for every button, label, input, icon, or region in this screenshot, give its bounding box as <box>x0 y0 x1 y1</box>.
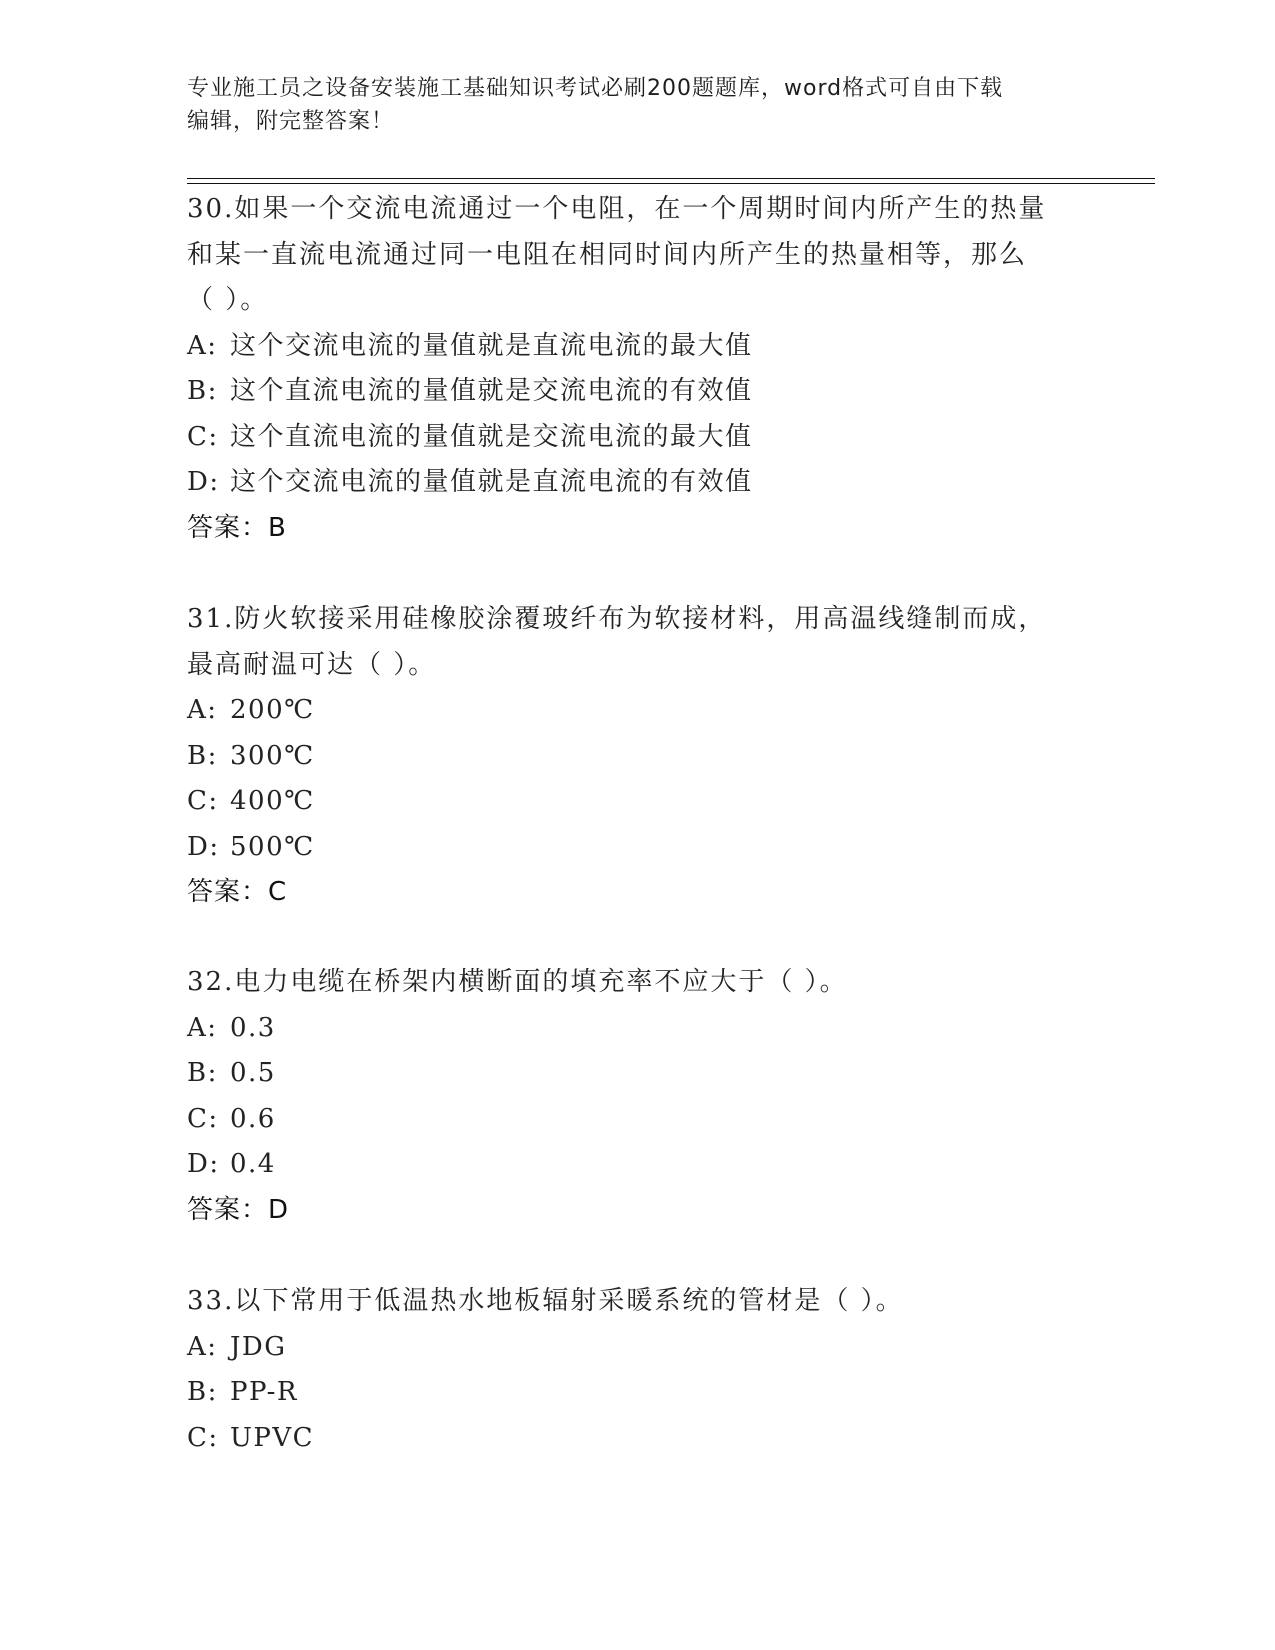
option-a <box>187 688 1087 734</box>
option-a <box>187 1325 1087 1371</box>
question-stem-line: 32.电力电缆在桥架内横断面的填充率不应大于（ ）。 <box>187 967 848 997</box>
question-stem-line: 最高耐温可达（ ）。 <box>187 649 437 680</box>
option-key: A: <box>187 695 218 725</box>
header-line-2: 编辑，附完整答案！ <box>187 109 395 134</box>
option-key: C: <box>187 1422 219 1453</box>
option-key: A: <box>187 1331 218 1362</box>
question-32 <box>187 960 1087 1233</box>
option-text: 这个交流电流的量值就是直流电流的最大值 <box>230 330 753 361</box>
option-text: 400℃ <box>230 786 315 816</box>
question-stem-line: 和某一直流电流通过同一电阻在相同时间内所产生的热量相等，那么 <box>187 239 1028 270</box>
option-d <box>187 1142 1087 1188</box>
option-text: 0.5 <box>230 1058 276 1088</box>
option-c <box>187 415 1087 461</box>
option-b <box>187 734 1087 780</box>
option-key: A: <box>187 330 218 361</box>
option-key: B: <box>187 1377 218 1407</box>
option-text: 500℃ <box>230 831 315 862</box>
answer-label: 答案：D <box>187 1194 290 1225</box>
question-stem-line: （ ）。 <box>187 285 269 315</box>
option-text: 这个交流电流的量值就是直流电流的有效值 <box>230 467 753 497</box>
option-key: B: <box>187 1058 218 1088</box>
option-text: 这个直流电流的量值就是交流电流的最大值 <box>230 421 753 452</box>
option-key: B: <box>187 740 218 771</box>
option-text: 0.6 <box>230 1103 276 1134</box>
option-key: D: <box>187 1149 220 1179</box>
option-key: C: <box>187 421 219 452</box>
option-text: JDG <box>230 1331 287 1362</box>
option-key: C: <box>187 786 219 816</box>
answer-label: 答案：C <box>187 877 288 907</box>
option-b <box>187 1370 1087 1416</box>
header-divider-top <box>187 178 1155 179</box>
option-b <box>187 1051 1087 1097</box>
option-c <box>187 1416 1087 1462</box>
question-31 <box>187 597 1087 916</box>
question-stem-line: 31.防火软接采用硅橡胶涂覆玻纤布为软接材料，用高温线缝制而成， <box>187 604 1047 634</box>
option-b <box>187 369 1087 415</box>
option-text: 这个直流电流的量值就是交流电流的有效值 <box>230 376 753 406</box>
question-stem-line: 33.以下常用于低温热水地板辐射采暖系统的管材是（ ）。 <box>187 1286 904 1316</box>
question-33 <box>187 1279 1087 1461</box>
option-text: 300℃ <box>230 740 315 771</box>
option-text: 0.3 <box>230 1012 276 1043</box>
header-line-1: 专业施工员之设备安装施工基础知识考试必刷200题题库，word格式可自由下载 <box>187 76 1004 101</box>
option-key: D: <box>187 831 220 862</box>
question-30 <box>187 187 1087 551</box>
option-text: 200℃ <box>230 695 315 725</box>
option-a <box>187 1006 1087 1052</box>
option-text: 0.4 <box>230 1149 276 1179</box>
option-c <box>187 779 1087 825</box>
option-key: C: <box>187 1103 219 1134</box>
option-text: PP-R <box>230 1377 298 1407</box>
option-d <box>187 825 1087 871</box>
option-a <box>187 324 1087 370</box>
question-stem-line: 30.如果一个交流电流通过一个电阻，在一个周期时间内所产生的热量 <box>187 194 1047 224</box>
document-header <box>187 72 1067 138</box>
option-d <box>187 460 1087 506</box>
option-text: UPVC <box>230 1422 315 1453</box>
option-key: D: <box>187 467 220 497</box>
option-key: A: <box>187 1012 218 1043</box>
header-divider-bottom <box>187 183 1155 184</box>
answer-label: 答案：B <box>187 512 287 543</box>
option-c <box>187 1097 1087 1143</box>
option-key: B: <box>187 376 218 406</box>
